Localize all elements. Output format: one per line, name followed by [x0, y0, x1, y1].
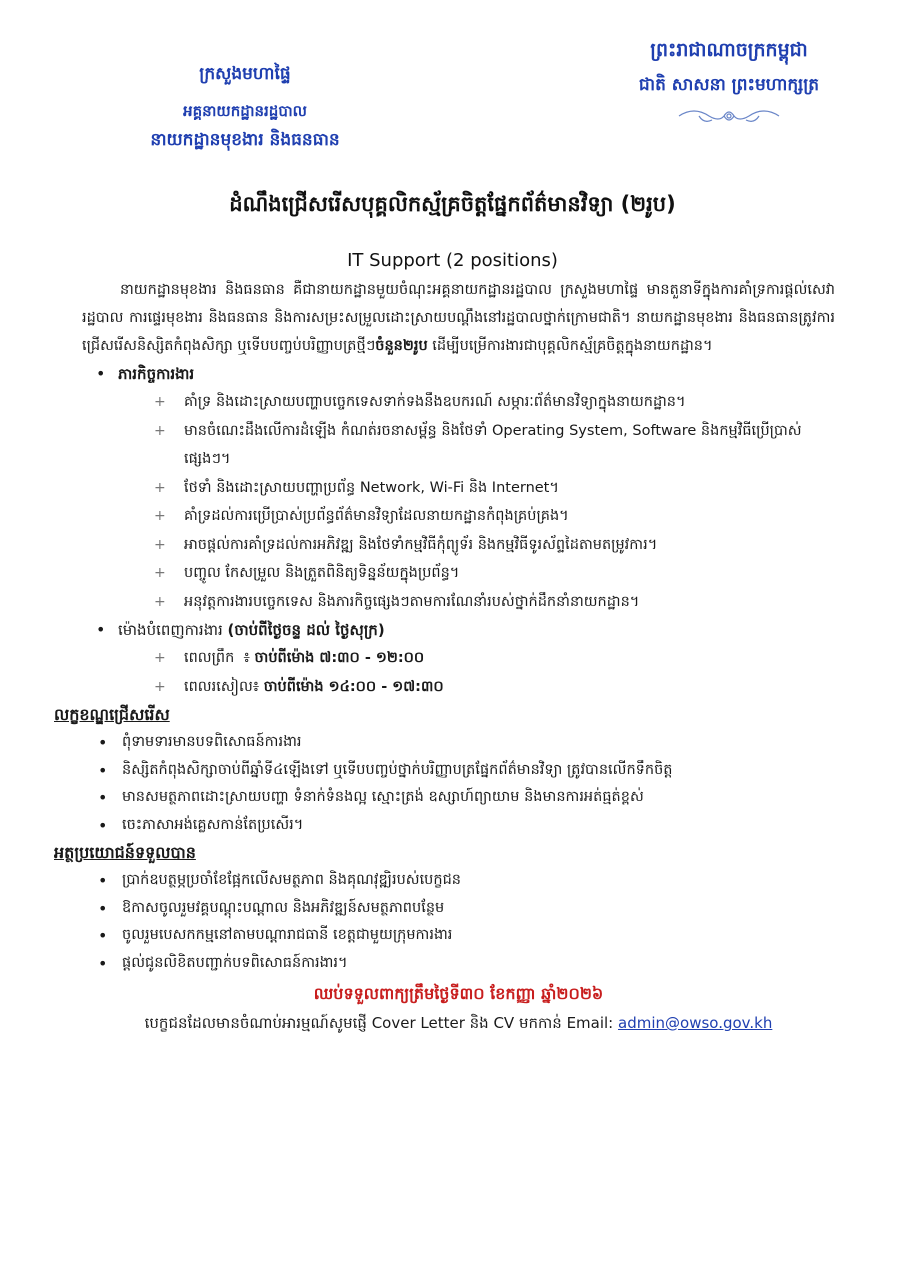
- contact-text: បេក្ខជនដែលមានចំណាប់អារម្មណ៍សូមផ្ញើ Cover Letter និង CV មកកាន់ Email:: [144, 1014, 619, 1032]
- list-item: + ថែទាំ និងដោះស្រាយបញ្ហាប្រព័ន្ធ Network, Wi-Fi និង Internet។: [154, 474, 835, 503]
- list-item: • ចេះភាសាអង់គ្លេសកាន់តែប្រសើរ។: [92, 812, 835, 840]
- kingdom-header: [599, 36, 859, 128]
- morning-label: ពេលព្រឹក: [184, 650, 235, 666]
- qualifications-heading: លក្ខខណ្ឌជ្រើសរើស: [54, 705, 170, 724]
- afternoon-hours: [154, 673, 835, 702]
- duties-heading: ភារកិច្ចការងារ: [118, 365, 195, 383]
- department-general-name: អគ្គនាយកដ្ឋានរដ្ឋបាល: [183, 102, 307, 120]
- benefits-heading: អត្ថប្រយោជន៍ទទួលបាន: [54, 843, 196, 862]
- benefits-list: [92, 867, 835, 977]
- contact-line: [82, 1009, 835, 1037]
- application-deadline: ឈប់ទទួលពាក្យត្រឹមថ្ងៃទី៣០ ខែកញ្ញា ឆ្នាំ២០២៦: [313, 984, 604, 1003]
- kingdom-name: ព្រះរាជាណាចក្រកម្ពុជា: [650, 39, 808, 61]
- list-item: • មានសមត្ថភាពដោះស្រាយបញ្ហា ទំនាក់ទំនងល្អ ស្មោះត្រង់ ឧស្សាហ៍ព្យាយាម និងមានការអត់ធ្មត់ខ្ពស់: [92, 784, 835, 812]
- hours-list: [154, 644, 835, 701]
- list-item: • ផ្តល់ជូនលិខិតបញ្ជាក់បទពិសោធន៍ការងារ។: [92, 950, 835, 978]
- list-item: + គាំទ្រ និងដោះស្រាយបញ្ហាបច្ចេកទេសទាក់ទងនឹងឧបករណ៍ សម្ភារៈព័ត៌មានវិទ្យាក្នុងនាយកដ្ឋាន។: [154, 388, 835, 417]
- afternoon-label: ពេលរសៀល: [184, 678, 253, 695]
- list-item: • ប្រាក់ឧបត្ថម្ភប្រចាំខែផ្អែកលើសមត្ថភាព និងគុណវុឌ្ឍិរបស់បេក្ខជន: [92, 867, 835, 895]
- intro-text-end: ដើម្បីបម្រើការងារជាបុគ្គលិកស្ម័គ្រចិត្តក្នុងនាយកដ្ឋាន។: [427, 338, 713, 354]
- morning-time: ចាប់ពីម៉ោង ៧:៣០ - ១២:០០: [254, 650, 425, 666]
- duties-section: [92, 360, 835, 701]
- department-name: នាយកដ្ឋានមុខងារ និងធនធាន: [150, 130, 340, 150]
- afternoon-separator: ៖: [252, 678, 264, 695]
- list-item: • ពុំទាមទារមានបទពិសោធន៍ការងារ: [92, 729, 835, 757]
- morning-hours: [154, 644, 835, 673]
- list-item: + មានចំណេះដឹងលើការដំឡើង កំណត់រចនាសម្ព័ន្ធ និងថែទាំ Operating System, Software និងកម្មវិធីប្រើប្រាស់ផ្សេងៗ។: [154, 417, 835, 474]
- announcement-title: ដំណឹងជ្រើសរើសបុគ្គលិកស្ម័គ្រចិត្តផ្នែកព័ត៌មានវិទ្យា (២រូប): [229, 192, 676, 216]
- hours-heading-item: [92, 616, 835, 701]
- list-item: • និស្សិតកំពុងសិក្សាចាប់ពីឆ្នាំទី៤ឡើងទៅ ឬទើបបញ្ចប់ថ្នាក់បរិញ្ញាបត្រផ្នែកព័ត៌មានវិទ្យា ត្រូវបានលើកទឹកចិត្ត: [92, 757, 835, 785]
- duties-list: [154, 388, 835, 616]
- announcement-body: [54, 276, 835, 1037]
- intro-paragraph: [82, 276, 835, 360]
- ministry-header: [110, 62, 380, 152]
- ornament-flourish-icon: [674, 104, 784, 128]
- contact-email-link[interactable]: admin@owso.gov.kh: [618, 1014, 773, 1032]
- intro-text: នាយកដ្ឋានមុខងារ និងធនធាន គឺជានាយកដ្ឋានមួយចំណុះអគ្គនាយកដ្ឋានរដ្ឋបាល ក្រសួងមហាផ្ទៃ មានតួនាទីក្នុងការគាំទ្រការផ្តល់សេវារដ្ឋបាល ការផ្ទេរមុខងារ និងធនធាន និងការសម្រះសម្រួលដោះស្រាយបណ្តឹងនៅរដ្ឋបាលថ្នាក់ក្រោមជាតិ។ នាយកដ្ឋានមុខងារ និងធនធានត្រូវការជ្រើសរើសនិស្សិតកំពុងសិក្សា ឬទើបបញ្ចប់បរិញ្ញាបត្រថ្មីៗ: [82, 282, 835, 354]
- list-item: + អនុវត្តការងារបច្ចេកទេស និងភារកិច្ចផ្សេងៗតាមការណែនាំរបស់ថ្នាក់ដឹកនាំនាយកដ្ឋាន។: [154, 588, 835, 617]
- list-item: + បញ្ចូល កែសម្រួល និងត្រួតពិនិត្យទិន្នន័យក្នុងប្រព័ន្ធ។: [154, 559, 835, 588]
- intro-count: ចំនួន២រូប: [375, 338, 428, 354]
- morning-separator: ៖: [234, 650, 255, 666]
- national-motto: ជាតិ សាសនា ព្រះមហាក្សត្រ: [638, 75, 820, 95]
- duties-heading-item: [92, 360, 835, 616]
- list-item: • ចូលរួមបេសកកម្មនៅតាមបណ្តារាជធានី ខេត្តជាមួយក្រុមការងារ: [92, 922, 835, 950]
- afternoon-time: ចាប់ពីម៉ោង ១៤:០០ - ១៧:៣០: [263, 678, 444, 695]
- hours-heading: ម៉ោងបំពេញការងារ: [118, 621, 228, 639]
- list-item: • ឱកាសចូលរួមវគ្គបណ្តុះបណ្តាល និងអភិវឌ្ឍន៍សមត្ថភាពបន្ថែម: [92, 895, 835, 923]
- announcement-subtitle: IT Support (2 positions): [347, 250, 558, 271]
- list-item: + គាំទ្រដល់ការប្រើប្រាស់ប្រព័ន្ធព័ត៌មានវិទ្យាដែលនាយកដ្ឋានកំពុងគ្រប់គ្រង។: [154, 502, 835, 531]
- ministry-name: ក្រសួងមហាផ្ទៃ: [199, 64, 291, 84]
- list-item: + អាចផ្តល់ការគាំទ្រដល់ការអភិវឌ្ឍ និងថែទាំកម្មវិធីកុំព្យូទ័រ និងកម្មវិធីទូរស័ព្ទដៃតាមតម្រូវការ។: [154, 531, 835, 560]
- qualifications-list: [92, 729, 835, 839]
- hours-days: (ចាប់ពីថ្ងៃចន្ទ ដល់ ថ្ងៃសុក្រ): [227, 621, 385, 639]
